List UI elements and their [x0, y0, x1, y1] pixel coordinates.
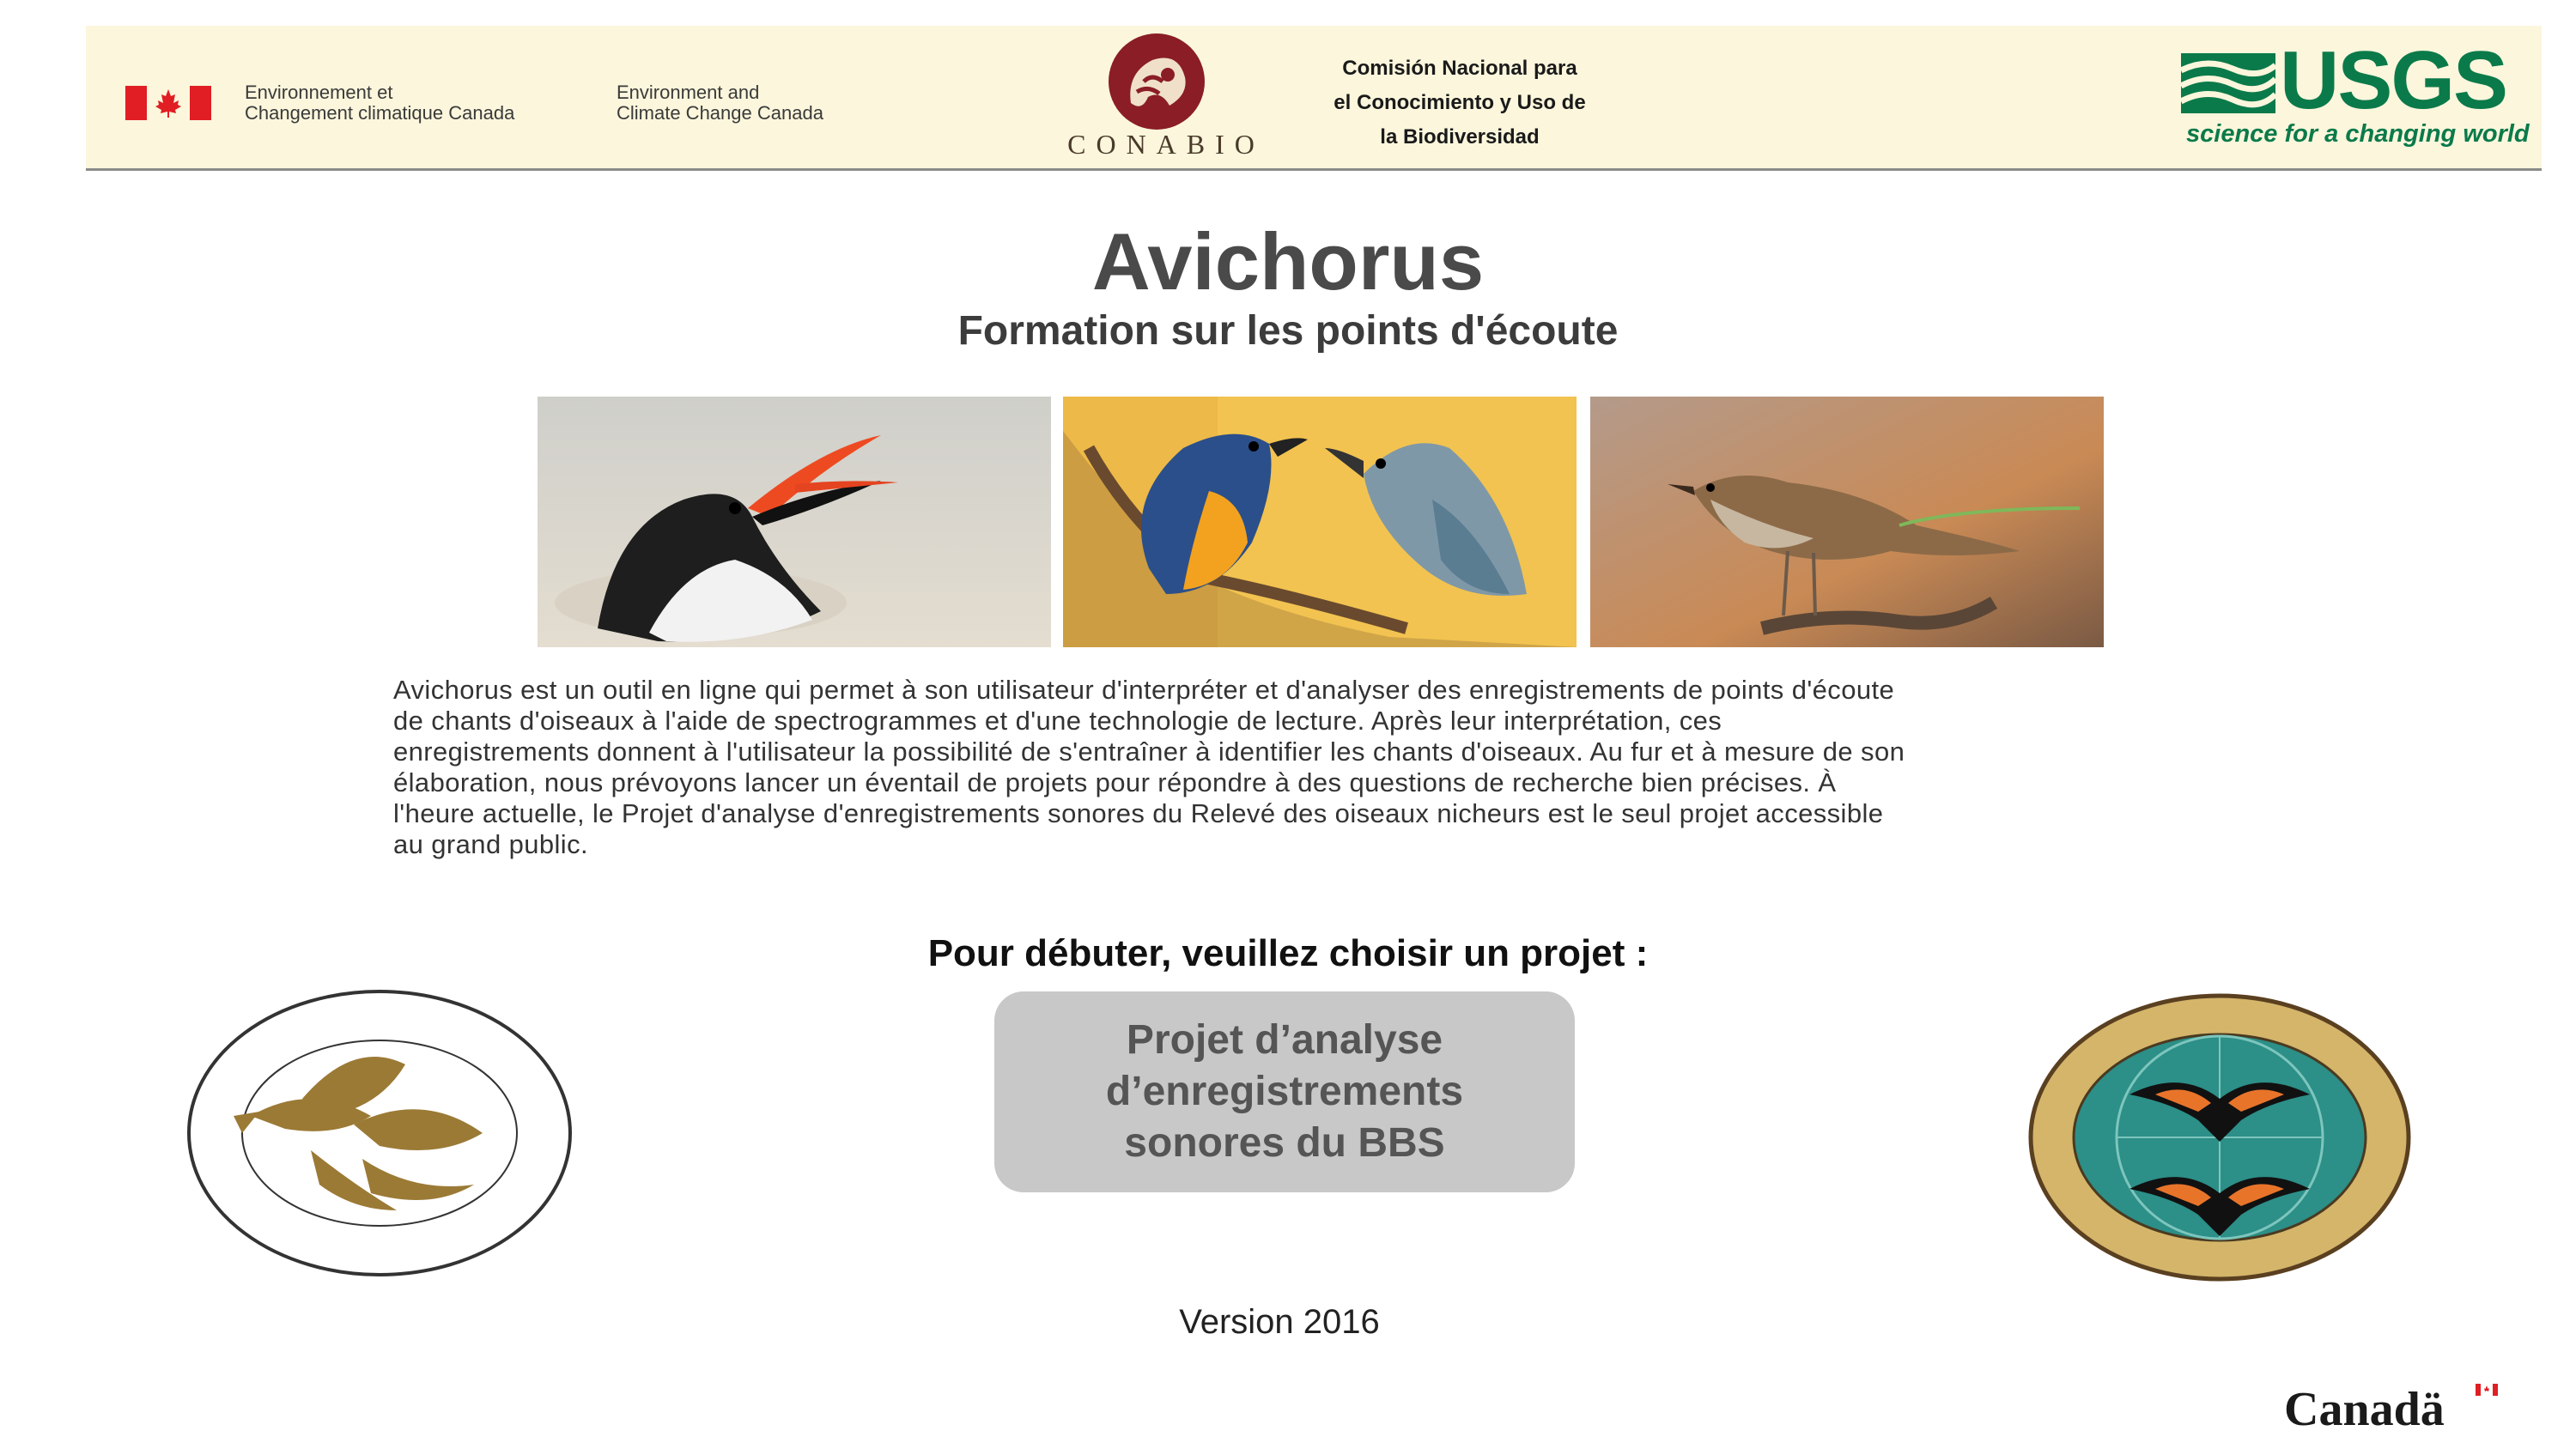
conabio-full-name: Comisión Nacional para el Conocimiento y Uso de la Biodiversidad: [1334, 57, 1586, 149]
page-title: Avichorus: [1091, 216, 1485, 306]
usgs-wordmark: USGS: [2280, 34, 2507, 126]
photo-thrush: [1590, 397, 2104, 647]
conabio-logo-icon: [1084, 30, 1230, 133]
eccc-name-en: Environment and Climate Change Canada: [617, 82, 823, 124]
usgs-logo: [2181, 34, 2542, 163]
canada-wordmark: Canadä: [2284, 1383, 2445, 1436]
photo-black-skimmer: [538, 397, 1051, 647]
partners-in-flight-logo-icon: [2026, 991, 2413, 1283]
photo-tanagers: [1063, 397, 1577, 647]
header-banner: [86, 26, 2542, 171]
breeding-bird-survey-logo-icon: [182, 987, 577, 1279]
version-label: Version 2016: [1179, 1303, 1380, 1341]
usgs-tagline: science for a changing world: [2186, 120, 2530, 148]
canada-flag-mini-icon: [2476, 1384, 2498, 1396]
bbs-project-button[interactable]: Projet d’analyse d’enregistrements sonores du BBS: [994, 991, 1575, 1192]
eccc-name-fr: Environnement et Changement climatique Canada: [245, 82, 515, 124]
usgs-wave-icon: [2181, 53, 2275, 113]
canada-flag-icon: [125, 86, 211, 120]
conabio-wordmark: CONABIO: [1067, 129, 1265, 160]
choose-project-prompt: Pour débuter, veuillez choisir un projet :: [927, 932, 1649, 974]
description-paragraph: Avichorus est un outil en ligne qui permet à son utilisateur d'interpréter et d'analyser des enregistrements de points d'écoute de chants d'oiseaux à l'aide de spectrogrammes et d'une technologie de lecture. Après leur interprétation, ces enregistrements donnent à l'utilisateur la possibilité de s'entraîner à identifier les chants d'oiseaux. Au fur et à mesure de son élaboration, nous prévoyons lancer un éventail de projets pour répondre à des questions de recherche bien précises. À l'heure actuelle, le Projet d'analyse d'enregistrements sonores du Relevé des oiseaux nicheurs est le seul projet accessible au grand public.: [393, 675, 1905, 859]
page-subtitle: Formation sur les points d'écoute: [957, 308, 1619, 354]
